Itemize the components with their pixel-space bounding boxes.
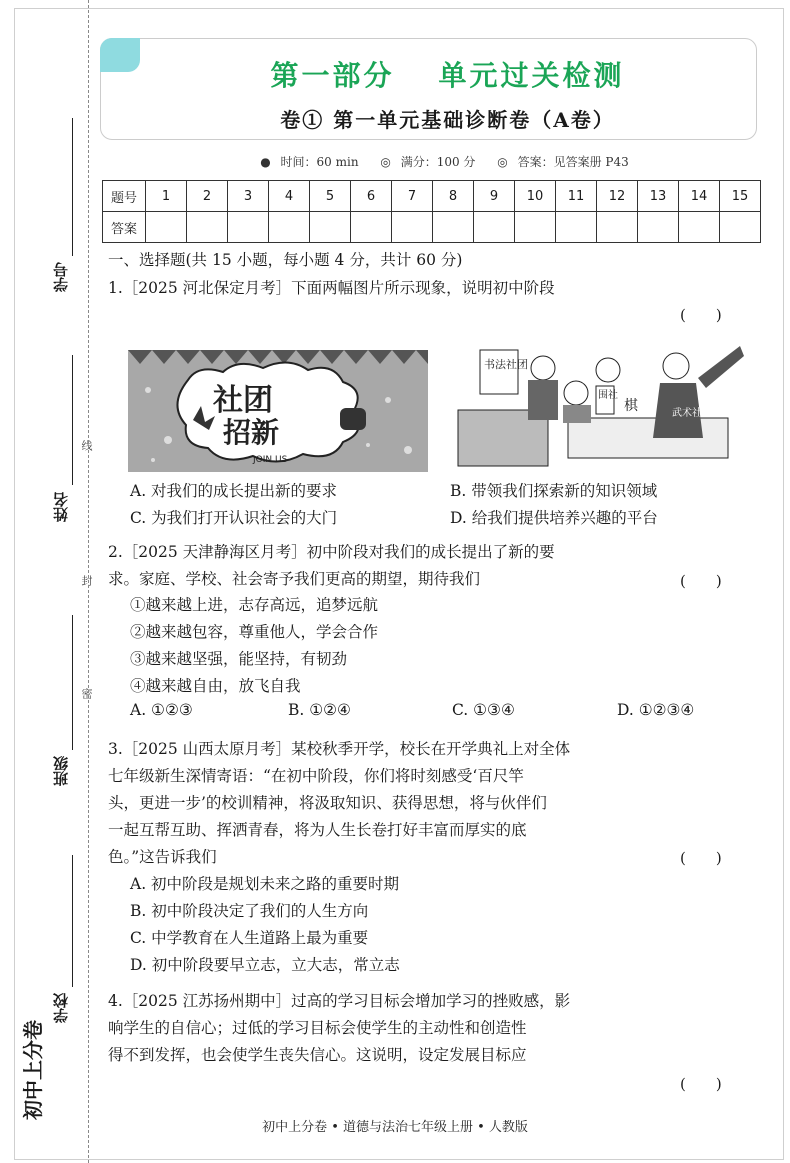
answer-cell[interactable] <box>515 212 556 243</box>
question-number-cell: 9 <box>474 181 515 212</box>
table-label-number: 题号 <box>103 181 146 212</box>
pic1-text-recruit: 招新 <box>223 416 280 449</box>
q1-answer-paren[interactable]: ( ) <box>680 306 722 324</box>
binding-sidebar <box>0 0 95 1163</box>
q2-option-b[interactable]: B. ①②④ <box>288 701 351 719</box>
q3-answer-paren[interactable]: ( ) <box>680 849 722 867</box>
score-info: ◎ 满分：100 分 <box>380 155 476 169</box>
q3-option-d[interactable]: D. 初中阶段要早立志，立大志，常立志 <box>130 956 400 974</box>
answer-cell[interactable] <box>433 212 474 243</box>
question-number-cell: 6 <box>351 181 392 212</box>
q1-stem: 1.［2025 河北保定月考］下面两幅图片所示现象，说明初中阶段 <box>108 279 555 297</box>
school-line <box>72 855 73 987</box>
answer-table <box>102 180 761 243</box>
pic1-text-club: 社团 <box>213 383 273 418</box>
q2-option-d[interactable]: D. ①②③④ <box>617 701 695 719</box>
part-title-left: 第一部分 <box>270 59 395 92</box>
q2-statement-1: ①越来越上进，志存高远，追梦远航 <box>130 596 379 614</box>
score-text: 满分：100 分 <box>400 155 476 169</box>
student-no-label: 学号 <box>52 262 70 292</box>
answer-cell[interactable] <box>474 212 515 243</box>
question-number-cell: 13 <box>638 181 679 212</box>
question-number-cell: 1 <box>146 181 187 212</box>
time-info: ● 时间：60 min <box>260 155 359 169</box>
section-heading: 一、选择题(共 15 小题，每小题 4 分，共计 60 分) <box>108 251 463 269</box>
q4-stem-line2: 响学生的自信心；过低的学习目标会使学生的主动性和创造性 <box>108 1019 527 1037</box>
name-label: 姓名 <box>52 492 70 522</box>
seal-mark-seal: 封 <box>80 575 93 586</box>
question-number-cell: 15 <box>720 181 761 212</box>
page-footer: 初中上分卷 • 道德与法治七年级上册 • 人教版 <box>262 1120 528 1135</box>
q3-stem-line4: 一起互帮互助、挥洒青春，将为人生长卷打好丰富而厚实的底 <box>108 821 527 839</box>
q3-stem-line3: 头，更进一步’的校训精神，将汲取知识、获得思想，将与伙伴们 <box>108 794 547 812</box>
part-title-right: 单元过关检测 <box>438 59 625 92</box>
answer-cell[interactable] <box>720 212 761 243</box>
q3-stem-line2: 七年级新生深情寄语：“在初中阶段，你们将时刻感受‘百尺竿 <box>108 767 524 785</box>
class-label: 班级 <box>52 756 70 786</box>
pic2-sign-chess: 棋 <box>624 398 638 414</box>
paper-title: 卷① 第一单元基础诊断卷（A卷） <box>280 108 615 132</box>
pic2-sign-calligraphy: 书法社团 <box>484 358 528 371</box>
q3-stem-line5: 色。”这告诉我们 <box>108 848 217 866</box>
name-line <box>72 355 73 485</box>
q2-option-c[interactable]: C. ①③④ <box>452 701 515 719</box>
q4-stem-line3: 得不到发挥，也会使学生丧失信心。这说明，设定发展目标应 <box>108 1046 527 1064</box>
q2-stem-line1: 2.［2025 天津静海区月考］初中阶段对我们的成长提出了新的要 <box>108 543 555 561</box>
answer-cell[interactable] <box>228 212 269 243</box>
part-title <box>140 54 755 94</box>
time-text: 时间：60 min <box>280 155 359 169</box>
q1-option-a[interactable]: A. 对我们的成长提出新的要求 <box>130 482 338 500</box>
question-number-cell: 7 <box>392 181 433 212</box>
answer-cell[interactable] <box>187 212 228 243</box>
student-no-line <box>72 118 73 256</box>
q2-stem-line2: 求。家庭、学校、社会寄予我们更高的期望，期待我们 <box>108 570 481 588</box>
q2-option-a[interactable]: A. ①②③ <box>130 701 193 719</box>
answer-cell[interactable] <box>638 212 679 243</box>
answer-cell[interactable] <box>597 212 638 243</box>
school-label: 学校 <box>52 993 70 1023</box>
header-tab <box>100 38 140 72</box>
answer-table-numbers-row <box>103 181 761 212</box>
q2-answer-paren[interactable]: ( ) <box>680 572 722 590</box>
exam-meta <box>140 153 755 170</box>
q3-option-b[interactable]: B. 初中阶段决定了我们的人生方向 <box>130 902 369 920</box>
q2-statement-4: ④越来越自由，放飞自我 <box>130 677 301 695</box>
q1-option-c[interactable]: C. 为我们打开认识社会的大门 <box>130 509 338 527</box>
q4-answer-paren[interactable]: ( ) <box>680 1075 722 1093</box>
club-activity-image <box>448 338 748 474</box>
answer-cell[interactable] <box>556 212 597 243</box>
answer-cell[interactable] <box>269 212 310 243</box>
q2-statement-2: ②越来越包容，尊重他人，学会合作 <box>130 623 379 641</box>
question-number-cell: 11 <box>556 181 597 212</box>
question-number-cell: 2 <box>187 181 228 212</box>
answer-cell[interactable] <box>146 212 187 243</box>
question-number-cell: 3 <box>228 181 269 212</box>
club-activity-illustration <box>448 338 748 474</box>
q4-stem-line1: 4.［2025 江苏扬州期中］过高的学习目标会增加学习的挫败感，影 <box>108 992 571 1010</box>
q3-stem-line1: 3.［2025 山西太原月考］某校秋季开学，校长在开学典礼上对全体 <box>108 740 571 758</box>
answer-table-answers-row <box>103 212 761 243</box>
answer-text: 答案：见答案册 P43 <box>517 155 629 169</box>
answer-cell[interactable] <box>351 212 392 243</box>
answer-cell[interactable] <box>392 212 433 243</box>
question-number-cell: 12 <box>597 181 638 212</box>
q1-option-b[interactable]: B. 带领我们探索新的知识领域 <box>450 482 658 500</box>
brand-logo: 初中上分卷 <box>21 1020 45 1120</box>
pic2-sign-martial: 武术社 <box>672 408 702 419</box>
question-number-cell: 14 <box>679 181 720 212</box>
q2-statement-3: ③越来越坚强，能坚持，有韧劲 <box>130 650 348 668</box>
cut-line <box>88 0 89 1163</box>
seal-mark-line: 线 <box>80 440 93 451</box>
q1-option-d[interactable]: D. 给我们提供培养兴趣的平台 <box>450 509 658 527</box>
table-label-answer: 答案 <box>103 212 146 243</box>
q3-option-c[interactable]: C. 中学教育在人生道路上最为重要 <box>130 929 369 947</box>
club-recruit-illustration <box>128 350 428 472</box>
q3-option-a[interactable]: A. 初中阶段是规划未来之路的重要时期 <box>130 875 400 893</box>
question-number-cell: 4 <box>269 181 310 212</box>
pic2-sign-go: 围社 <box>598 390 618 401</box>
pic1-text-join: JOIN US <box>253 455 288 465</box>
answer-cell[interactable] <box>679 212 720 243</box>
question-number-cell: 5 <box>310 181 351 212</box>
question-number-cell: 10 <box>515 181 556 212</box>
class-line <box>72 615 73 750</box>
question-number-cell: 8 <box>433 181 474 212</box>
seal-mark-secret: 密 <box>80 688 93 699</box>
club-recruit-image <box>128 350 428 472</box>
answer-info: ◎ 答案：见答案册 P43 <box>497 155 629 169</box>
answer-cell[interactable] <box>310 212 351 243</box>
